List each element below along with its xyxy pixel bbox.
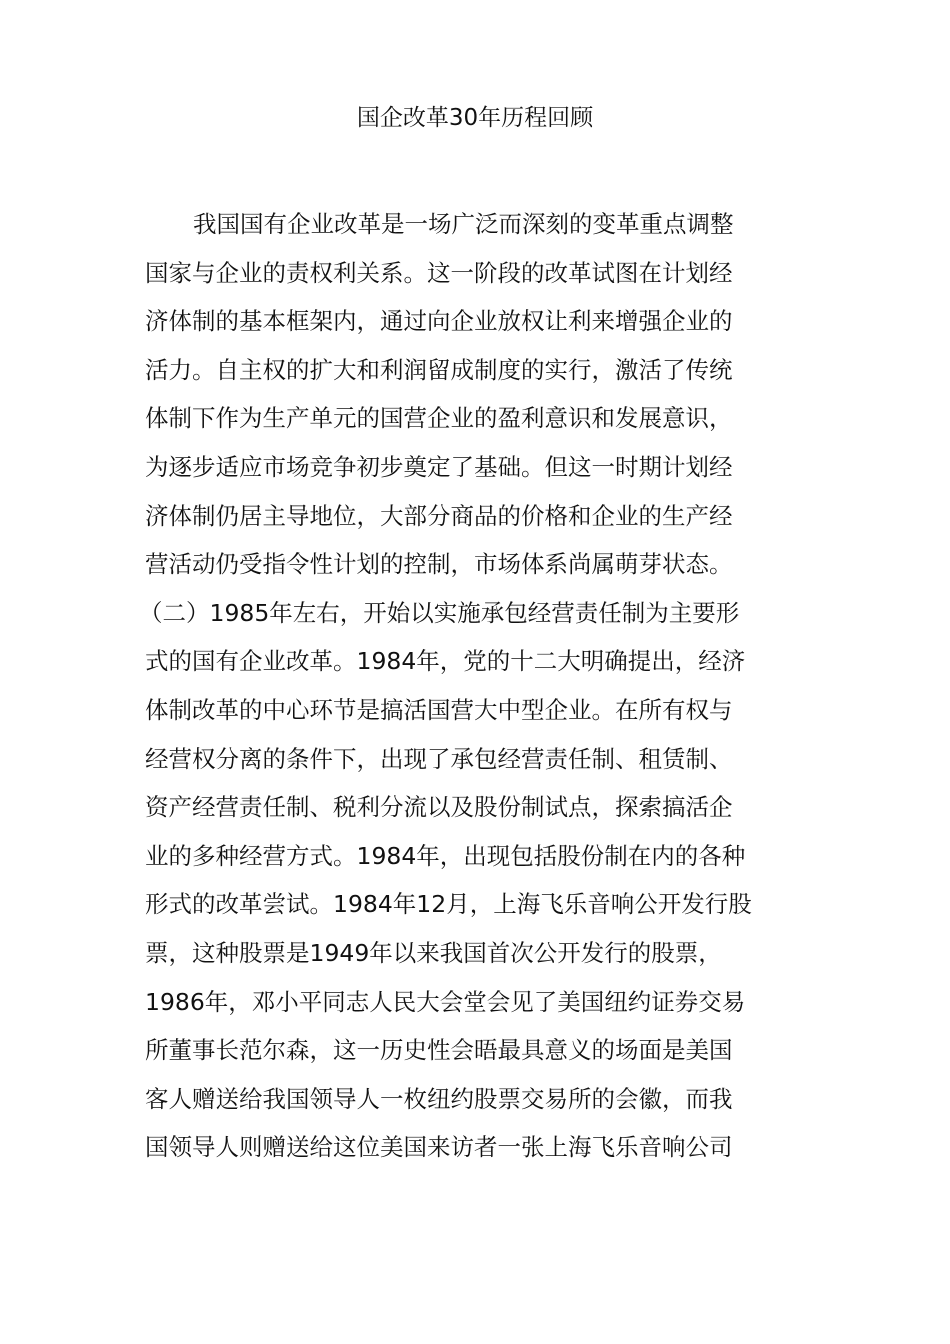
text-line: 式的国有企业改革。1984年，党的十二大明确提出，经济: [145, 647, 746, 676]
document-title: 国企改革30年历程回顾: [356, 105, 594, 131]
text-line: 形式的改革尝试。1984年12月，上海飞乐音响公开发行股: [145, 890, 752, 919]
text-line: 客人赠送给我国领导人一枚纽约股票交易所的会徽，而我: [145, 1084, 733, 1113]
text-line: 我国国有企业改革是一场广泛而深刻的变革重点调整: [193, 210, 734, 238]
text-line: 经营权分离的条件下，出现了承包经营责任制、租赁制、: [145, 744, 733, 773]
text-line: 所董事长范尔森，这一历史性会晤最具意义的场面是美国: [145, 1036, 733, 1065]
text-line: 资产经营责任制、税利分流以及股份制试点，探索搞活企: [145, 793, 733, 822]
text-line: 活力。自主权的扩大和利润留成制度的实行，激活了传统: [145, 355, 733, 384]
document-body: [139, 200, 815, 1172]
text-line: 济体制仍居主导地位，大部分商品的价格和企业的生产经: [145, 501, 733, 530]
text-line: 国领导人则赠送给这位美国来访者一张上海飞乐音响公司: [145, 1133, 733, 1162]
text-line: 国家与企业的责权利关系。这一阶段的改革试图在计划经: [145, 258, 733, 287]
text-line: 体制下作为生产单元的国营企业的盈利意识和发展意识，: [145, 404, 733, 433]
text-line: 1986年，邓小平同志人民大会堂会见了美国纽约证券交易: [145, 987, 746, 1016]
text-line: 票，这种股票是1949年以来我国首次公开发行的股票，: [145, 938, 722, 967]
text-line: 业的多种经营方式。1984年，出现包括股份制在内的各种: [145, 841, 746, 870]
text-line: （二）1985年左右，开始以实施承包经营责任制为主要形: [139, 598, 740, 627]
text-line: 体制改革的中心环节是搞活国营大中型企业。在所有权与: [145, 695, 733, 724]
text-line: 济体制的基本框架内，通过向企业放权让利来增强企业的: [145, 307, 733, 336]
text-line: 营活动仍受指令性计划的控制，市场体系尚属萌芽状态。: [145, 550, 733, 579]
text-line: 为逐步适应市场竞争初步奠定了基础。但这一时期计划经: [145, 452, 733, 481]
